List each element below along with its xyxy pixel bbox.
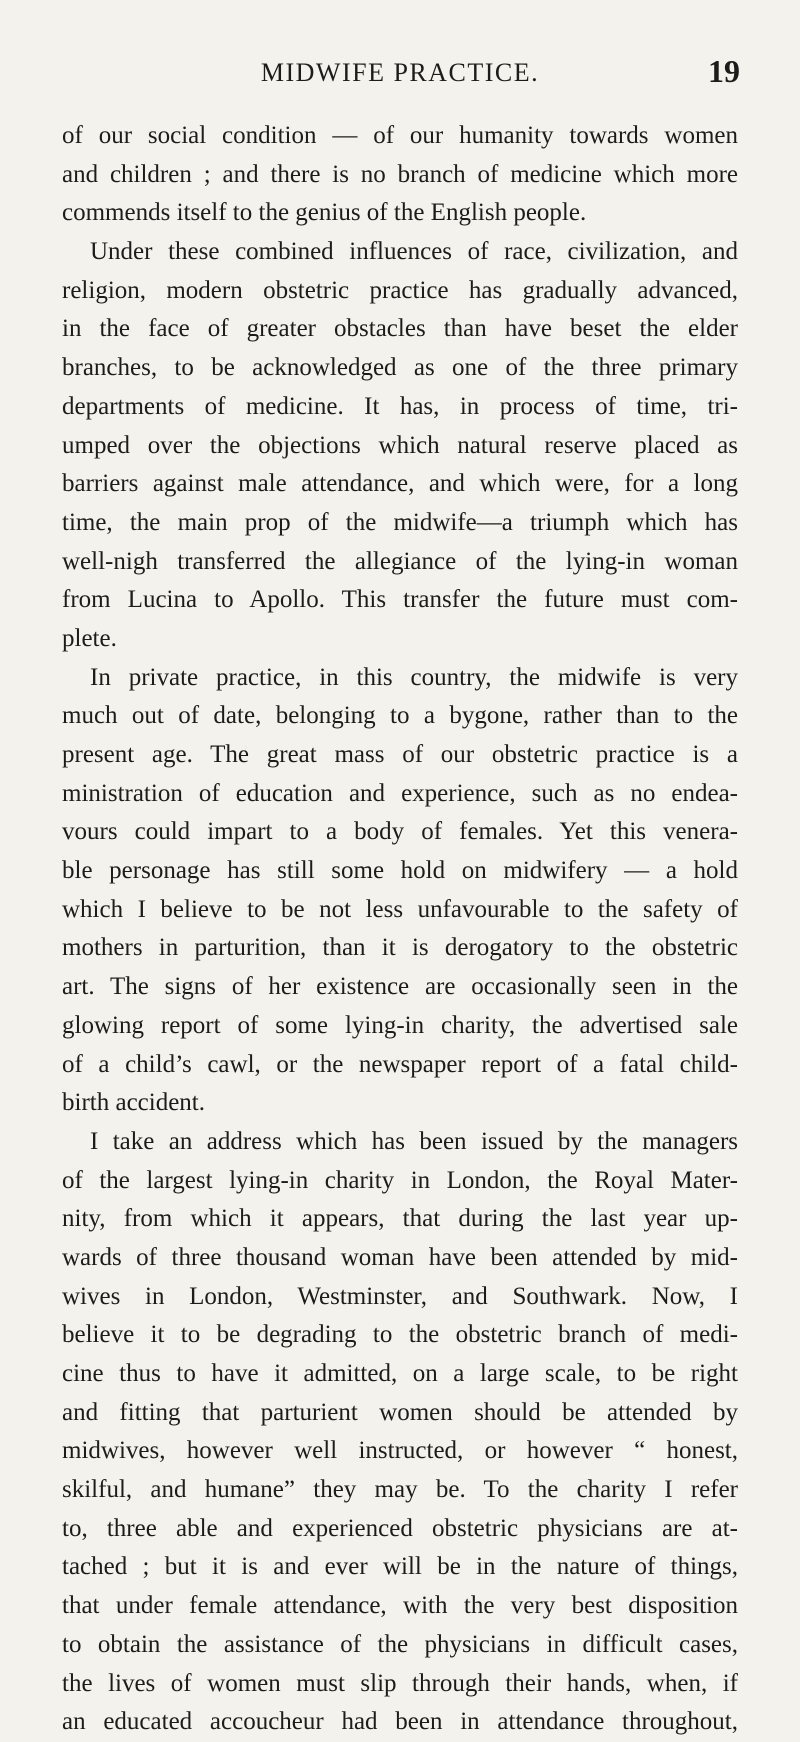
text-line: much out of date, belonging to a bygone, rather than to the: [62, 702, 738, 730]
text-line: nity, from which it appears, that during the last year up-: [62, 1205, 738, 1233]
text-line: the lives of women must slip through their hands, when, if: [62, 1669, 738, 1697]
text-line: present age. The great mass of our obstetric practice is a: [62, 741, 738, 768]
text-line: in the face of greater obstacles than have beset the elder: [62, 315, 738, 343]
text-line: In private practice, in this country, the midwife is very: [90, 663, 738, 691]
text-line: that under female attendance, with the very best disposition: [62, 1592, 738, 1620]
text-line: cine thus to have it admitted, on a large scale, to be right: [62, 1360, 738, 1387]
text-line: from Lucina to Apollo. This transfer the future must com-: [62, 586, 738, 614]
running-head: MIDWIFE PRACTICE.: [260, 58, 540, 87]
text-line: religion, modern obstetric practice has gradually advanced,: [62, 276, 738, 304]
text-line: umped over the objections which natural reserve placed as: [62, 431, 738, 459]
text-line: mothers in parturition, than it is derogatory to the obstetric: [62, 934, 738, 962]
text-line: midwives, however well instructed, or however “ honest,: [62, 1437, 738, 1465]
page-header: [0, 53, 800, 98]
text-line: of the largest lying-in charity in London, the Royal Mater-: [62, 1166, 738, 1194]
text-line: to obtain the assistance of the physicians in difficult cases,: [62, 1630, 738, 1658]
body-text: [62, 117, 738, 1742]
text-line: I take an address which has been issued by the managers: [90, 1127, 738, 1155]
text-line: tached ; but it is and ever will be in the nature of things,: [62, 1553, 738, 1581]
text-line: to, three able and experienced obstetric physicians are at-: [62, 1514, 738, 1542]
text-line: skilful, and humane” they may be. To the charity I refer: [62, 1476, 738, 1504]
text-line: wives in London, Westminster, and Southwark. Now, I: [62, 1282, 738, 1310]
text-line: glowing report of some lying-in charity, the advertised sale: [62, 1011, 738, 1039]
text-line: and fitting that parturient women should be attended by: [62, 1398, 738, 1426]
text-line: art. The signs of her existence are occasionally seen in the: [62, 973, 738, 1001]
text-line: of a child’s cawl, or the newspaper report of a fatal child-: [62, 1050, 738, 1078]
text-line: wards of three thousand woman have been attended by mid-: [62, 1243, 738, 1271]
page-number: 19: [708, 53, 740, 89]
text-line: of our social condition — of our humanity towards women: [62, 122, 738, 149]
text-line: time, the main prop of the midwife—a triumph which has: [62, 508, 738, 536]
text-line: vours could impart to a body of females. Yet this venera-: [62, 818, 738, 846]
text-line: birth accident.: [62, 1089, 205, 1117]
text-line: ministration of education and experience, such as no endea-: [62, 779, 738, 807]
text-line: barriers against male attendance, and which were, for a long: [62, 470, 738, 498]
text-line: branches, to be acknowledged as one of the three primary: [62, 354, 738, 382]
text-line: which I believe to be not less unfavourable to the safety of: [62, 895, 738, 923]
text-line: commends itself to the genius of the English people.: [62, 199, 587, 227]
text-line: well-nigh transferred the allegiance of the lying-in woman: [62, 547, 738, 575]
text-line: ble personage has still some hold on midwifery — a hold: [62, 857, 738, 885]
text-line: Under these combined influences of race, civilization, and: [90, 238, 738, 266]
text-line: departments of medicine. It has, in process of time, tri-: [62, 392, 738, 420]
text-line: plete.: [62, 624, 117, 652]
text-line: an educated accoucheur had been in attendance throughout,: [62, 1708, 738, 1736]
text-line: and children ; and there is no branch of medicine which more: [62, 160, 738, 188]
text-line: believe it to be degrading to the obstetric branch of medi-: [62, 1321, 738, 1349]
